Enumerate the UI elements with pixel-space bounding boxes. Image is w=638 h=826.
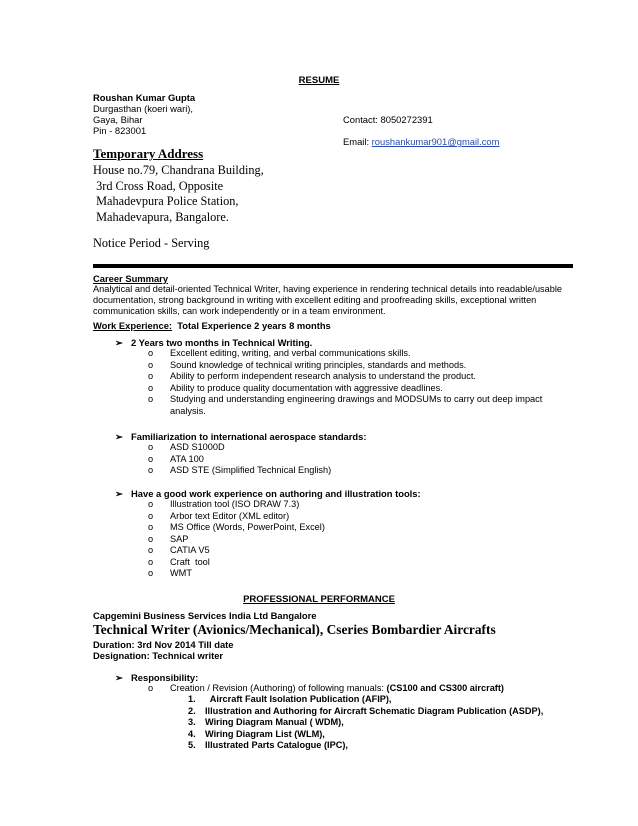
email-label: Email: (343, 136, 370, 147)
job-duration: Duration: 3rd Nov 2014 Till date (93, 639, 234, 650)
bullet-icon: o (148, 533, 154, 544)
section-title: Have a good work experience on authoring and illustration tools: (131, 488, 421, 499)
bullet-icon: o (148, 453, 154, 464)
summary-line: communication skills, can work independently or in a team environment. (93, 306, 386, 317)
contact-value: 8050272391 (380, 114, 433, 125)
temp-address-line: House no.79, Chandrana Building, (93, 163, 264, 177)
bullet-icon: o (148, 568, 154, 578)
bullet-icon: o (148, 359, 154, 370)
address-line: Gaya, Bihar (93, 114, 143, 125)
job-role: Technical Writer (Avionics/Mechanical), Cseries Bombardier Aircrafts (93, 622, 496, 637)
bullet-icon: o (148, 545, 154, 555)
temp-address-line: 3rd Cross Road, Opposite (93, 178, 224, 193)
responsibility-intro: Creation / Revision (Authoring) of following manuals: (170, 683, 387, 693)
section-title: 2 Years two months in Technical Writing. (131, 337, 313, 348)
bullet-icon: o (148, 465, 154, 475)
aircraft-models: (CS100 and CS300 aircraft) (386, 683, 504, 693)
temp-address-line: Mahadevpura Police Station, (93, 194, 239, 208)
professional-performance-heading: PROFESSIONAL PERFORMANCE (243, 594, 395, 605)
job-designation: Designation: Technical writer (93, 650, 224, 661)
bullet-icon: o (148, 371, 154, 381)
address-line: Durgasthan (koeri wari), (93, 103, 194, 114)
bullet-icon: o (148, 556, 154, 567)
section-title: Responsibility: (131, 672, 199, 683)
bullet-icon: o (148, 382, 154, 393)
bullet-icon: o (148, 683, 154, 693)
summary-line: Analytical and detail-oriented Technical Writer, having experience in rendering technical details into readable/usable (93, 284, 563, 294)
arrow-bullet-icon: ➢ (115, 488, 123, 499)
document-title: RESUME (298, 75, 340, 86)
company-name: Capgemini Business Services India Ltd Bangalore (93, 610, 317, 621)
notice-period: Notice Period - Serving (93, 236, 210, 250)
summary-line: documentation, strong background in writing with excellent editing and proofreading skills, exceptional written (93, 295, 537, 306)
bullet-icon: o (148, 499, 154, 509)
candidate-name: Roushan Kumar Gupta (93, 92, 196, 103)
temporary-address-heading: Temporary Address (93, 146, 204, 161)
career-summary-heading: Career Summary (93, 273, 169, 284)
section-title: Familiarization to international aerospace standards: (131, 431, 367, 442)
bullet-icon: o (148, 348, 154, 358)
work-experience (93, 320, 331, 331)
arrow-bullet-icon: ➢ (115, 337, 123, 348)
bullet-icon: o (148, 394, 154, 404)
work-experience-label: Work Experience: (93, 320, 173, 331)
address-line: Pin - 823001 (93, 125, 147, 136)
work-experience-value: Total Experience 2 years 8 months (172, 320, 331, 331)
arrow-bullet-icon: ➢ (115, 672, 123, 683)
contact-label: Contact: (343, 114, 378, 125)
contact-info (343, 114, 433, 125)
bullet-icon: o (148, 442, 154, 452)
section-divider (93, 264, 573, 268)
arrow-bullet-icon: ➢ (115, 431, 123, 442)
bullet-icon: o (148, 522, 154, 532)
email-link[interactable]: roushankumar901@gmail.com (371, 136, 500, 147)
temp-address-line: Mahadevapura, Bangalore. (93, 209, 229, 224)
identity-block (93, 92, 195, 136)
bullet-icon: o (148, 510, 154, 521)
career-summary-text (93, 284, 573, 318)
temporary-address (93, 163, 264, 225)
resume-page: RESUME Roushan Kumar Gupta Durgasthan (koeri wari), Gaya, Bihar Pin - 823001 Contact: 8050272391 Email: roushankumar901@gmail.com Temporary Address House no.79, Chandrana Building, 3rd Cross Road, Opposite Mahadevpura Police Station, Mahadevapura, Bangalore. Notice Period - Serving Career Summary Analytical and detail-oriented Technical Writer, having experience in rendering technical details into readable/usable documentation, strong background in writing with excellent editing and proofreading skills, exceptional written communication skills, can work independently or in a team environment. Work Experience: Total Experience 2 years 8 months ➢ 2 Years two months in Technical Writing. o Excellent editing, writing, and verbal communications skills. o Sound knowledge of technical writing principles, standards and methods. o Ability to perform independent research analysis to understand the product. o Ability to produce quality documentation with aggressive deadlines. o Studying and understanding engineering drawings and MODSUMs to carry out deep impact analysis. ➢ Familiarization to international aerospace standards: o ASD S1000D o ATA 100 o ASD STE (Simplified Technical English) ➢ Have a good work experience on authoring and illustration tools: o Illustration tool (ISO DRAW 7.3) o Arbor text Editor (XML editor) o MS Office (Words, PowerPoint, Excel) o SAP o CATIA V5 o Craft tool o WMT PROFESSIONAL PERFORMANCE Capgemini Business Services India Ltd Bangalore Technical Writer (Avionics/Mechanical), Cseries Bombardier Aircrafts Duration: 3rd Nov 2014 Till date Designation: Technical writer ➢ Responsibility: o Creation / Revision (Authoring) of following manuals: (CS100 and CS300 aircraft) 1. Aircraft Fault Isolation Publication (AFIP), 2. Illustration and Authoring for Aircraft Schematic Diagram Publication (ASDP), 3. Wiring Diagram Manual ( WDM), 4. Wiring Diagram List (WLM), 5. Illustrated Parts Catalogue (IPC), (0, 0, 638, 826)
email-info (343, 136, 499, 147)
